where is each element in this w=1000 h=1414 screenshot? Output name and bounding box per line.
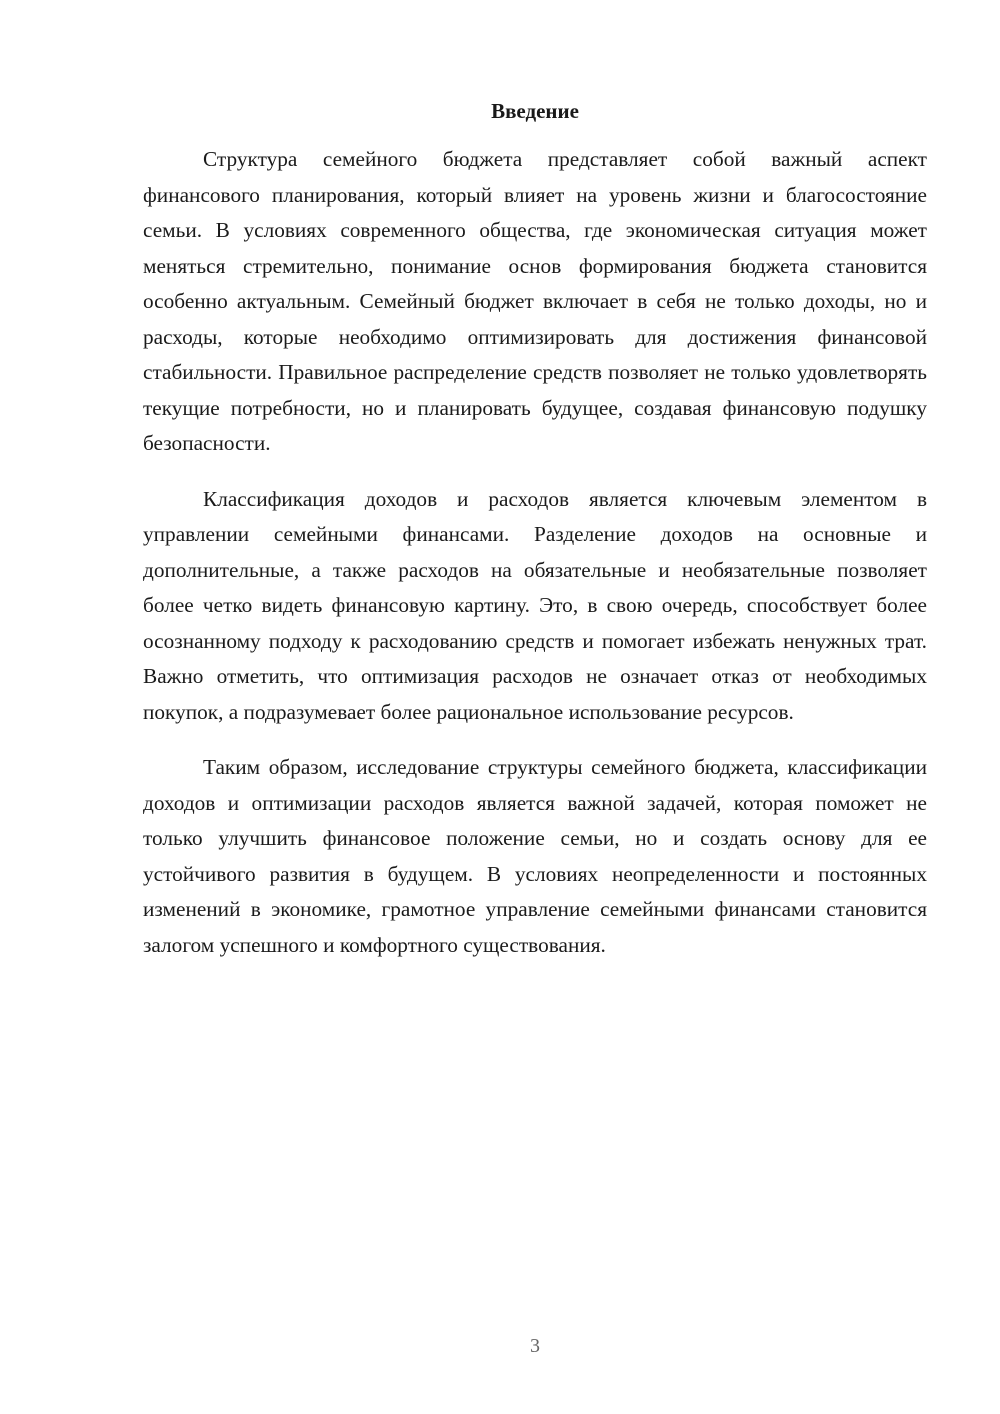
page-number: 3 — [530, 1335, 540, 1357]
paragraph-2: Классификация доходов и расходов является ключевым элементом в управлении семейными финансами. Разделение доходов на основные и дополнительные, а также расходов на обязательные и необязательные позволяет более четко видеть финансовую картину. Это, в свою очередь, способствует более осознанному подходу к расходованию средств и помогает избежать ненужных трат. Важно отметить, что оптимизация расходов не означает отказ от необходимых покупок, а подразумевает более рациональное использование ресурсов. — [143, 486, 927, 724]
paragraph-1: Структура семейного бюджета представляет собой важный аспект финансового планирования, который влияет на уровень жизни и благосостояние семьи. В условиях современного общества, где экономическая ситуация может меняться стремительно, понимание основ формирования бюджета становится особенно актуальным. Семейный бюджет включает в себя не только доходы, но и расходы, которые необходимо оптимизировать для достижения финансовой стабильности. Правильное распределение средств позволяет не только удовлетворять текущие потребности, но и планировать будущее, создавая финансовую подушку безопасности. — [143, 147, 927, 455]
page-title: Введение — [491, 99, 579, 123]
body-text — [143, 142, 927, 983]
paragraph-3: Таким образом, исследование структуры семейного бюджета, классификации доходов и оптимизации расходов является важной задачей, которая поможет не только улучшить финансовое положение семьи, но и создать основу для ее устойчивого развития в будущем. В условиях неопределенности и постоянных изменений в экономике, грамотное управление семейными финансами становится залогом успешного и комфортного существования. — [143, 755, 927, 957]
